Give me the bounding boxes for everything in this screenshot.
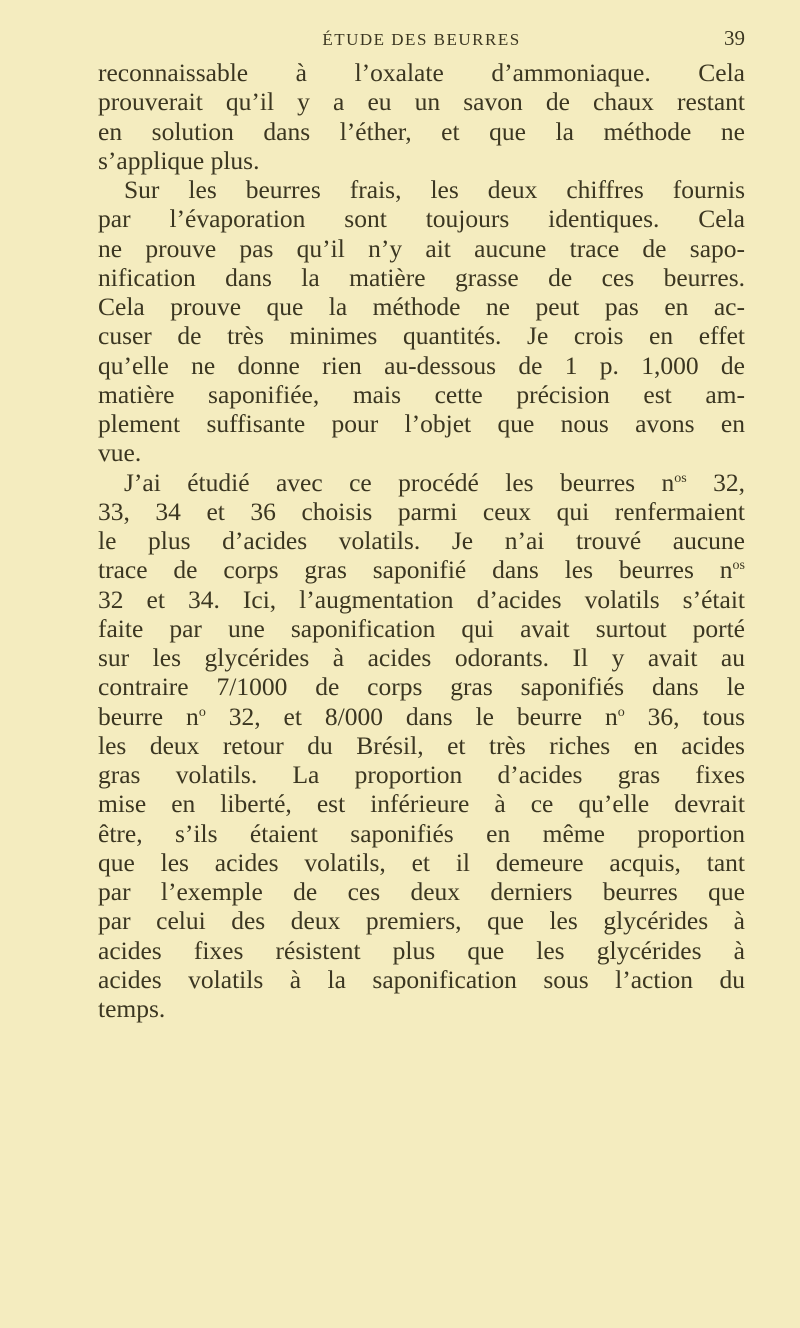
page-header: [98, 26, 745, 56]
line-text: reconnaissable à l’oxalate d’ammoniaque. Cela: [98, 58, 745, 87]
line-text: Cela prouve que la méthode ne peut pas en ac-: [98, 292, 745, 321]
line-text: faite par une saponification qui avait surtout porté: [98, 613, 745, 643]
line-text: par l’exemple de ces deux derniers beurres que: [98, 877, 745, 906]
line-text: par l’évaporation sont toujours identiques. Cela: [98, 204, 745, 234]
line-text: ne prouve pas qu’il n’y ait aucune trace de sapo-: [98, 233, 745, 263]
superscript: os: [674, 470, 687, 486]
line-text: sur les glycérides à acides odorants. Il y avait au: [98, 643, 745, 672]
page-number: 39: [724, 26, 745, 50]
text-line: [98, 468, 745, 497]
text-line: [98, 409, 745, 438]
superscript: os: [732, 558, 745, 574]
body-text: [98, 58, 745, 1023]
text-line: [98, 321, 745, 350]
superscript: o: [198, 704, 206, 720]
running-title: ÉTUDE DES BEURRES: [322, 30, 521, 49]
line-text: plement suffisante pour l’objet que nous avons en: [98, 409, 745, 438]
text-line: [98, 760, 745, 789]
text-line: [98, 848, 745, 877]
line-text: trace de corps gras saponifié dans les beurres $n^{os}$: [98, 555, 745, 585]
text-line: [98, 731, 745, 760]
text-line: [98, 672, 745, 701]
line-text: qu’elle ne donne rien au-dessous de 1 p. 1,000 de: [98, 350, 745, 380]
text-line: [98, 117, 745, 146]
line-text: J’ai étudié avec ce procédé les beurres $n^{os}$: [124, 467, 687, 497]
line-text: en solution dans l’éther, et que la méthode ne: [98, 116, 745, 146]
text-line: [98, 175, 745, 204]
line-text: 32,: [686, 467, 746, 497]
text-line: [98, 87, 745, 116]
line-text: 36, tous: [624, 701, 745, 731]
line-text: le plus d’acides volatils. Je n’ai trouvé aucune: [98, 526, 745, 555]
text-line: [98, 702, 745, 731]
line-text: gras volatils. La proportion d’acides gras fixes: [98, 760, 745, 789]
superscript: o: [617, 704, 625, 720]
line-text: mise en liberté, est inférieure à ce qu’elle devrait: [98, 789, 745, 819]
line-text: nification dans la matière grasse de ces beurres.: [98, 262, 745, 292]
line-text: 33, 34 et 36 choisis parmi ceux qui renfermaient: [98, 496, 745, 526]
text-line: [98, 585, 745, 614]
text-line: [98, 555, 745, 584]
line-text: vue.: [98, 438, 142, 468]
text-line: [98, 789, 745, 818]
text-line: [98, 380, 745, 409]
line-text: 32, et 8/000 dans le beurre $n^o$: [205, 701, 625, 731]
text-line: [98, 438, 745, 467]
line-text: être, s’ils étaient saponifiés en même proportion: [98, 818, 745, 848]
text-line: [98, 351, 745, 380]
text-line: [98, 526, 745, 555]
line-text: 32 et 34. Ici, l’augmentation d’acides volatils s’était: [98, 584, 745, 614]
text-line: [98, 263, 745, 292]
line-text: que les acides volatils, et il demeure acquis, tant: [98, 847, 745, 877]
line-text: par celui des deux premiers, que les glycérides à: [98, 906, 745, 936]
line-text: prouverait qu’il y a eu un savon de chaux restant: [98, 87, 745, 117]
line-text: les deux retour du Brésil, et très riches en acides: [98, 730, 745, 760]
line-text: temps.: [98, 994, 166, 1023]
text-line: [98, 292, 745, 321]
text-line: [98, 614, 745, 643]
line-text: acides fixes résistent plus que les glycérides à: [98, 935, 745, 965]
line-text: cuser de très minimes quantités. Je crois en effet: [98, 321, 745, 351]
text-line: [98, 819, 745, 848]
text-line: [98, 497, 745, 526]
text-line: [98, 965, 745, 994]
line-text: Sur les beurres frais, les deux chiffres fournis: [124, 175, 745, 204]
line-text: acides volatils à la saponification sous l’action du: [98, 964, 745, 994]
line-text: s’applique plus.: [98, 145, 260, 175]
text-line: [98, 906, 745, 935]
text-line: [98, 877, 745, 906]
line-text: beurre $n^o$: [98, 701, 206, 731]
text-line: [98, 146, 745, 175]
text-line: [98, 204, 745, 233]
text-line: [98, 994, 745, 1023]
text-line: [98, 643, 745, 672]
text-line: [98, 234, 745, 263]
text-line: [98, 58, 745, 87]
line-text: matière saponifiée, mais cette précision est am-: [98, 379, 745, 409]
text-line: [98, 936, 745, 965]
line-text: contraire 7/1000 de corps gras saponifiés dans le: [98, 672, 745, 702]
